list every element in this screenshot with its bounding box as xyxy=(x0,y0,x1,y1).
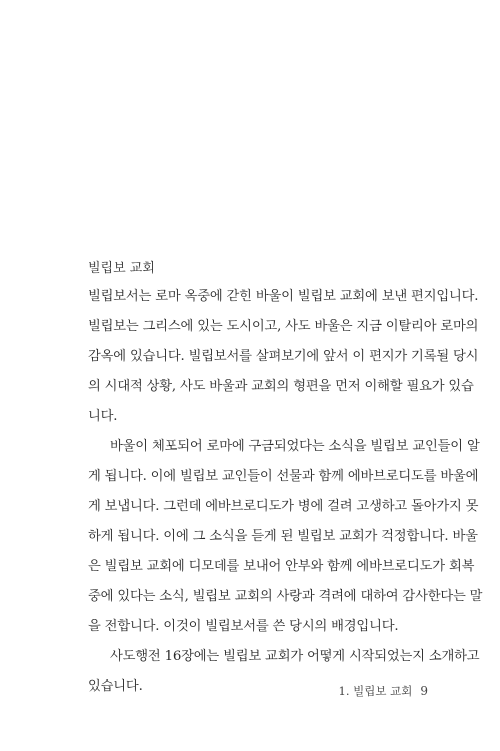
page-number: 9 xyxy=(420,684,428,698)
paragraph xyxy=(88,282,479,432)
text-line: 게 됩니다. 이에 빌립보 교인들이 선물과 함께 에바브로디도를 바울에 xyxy=(88,469,479,484)
text-line: 중에 있다는 소식, 빌립보 교회의 사랑과 격려에 대하여 감사한다는 말 xyxy=(88,589,483,604)
text-line: 은 빌립보 교회에 디모데를 보내어 안부와 함께 에바브로디도가 회복 xyxy=(88,559,475,574)
text-line: 바울이 체포되어 로마에 구금되었다는 소식을 빌립보 교인들이 알 xyxy=(110,439,480,454)
text-line: 게 보냅니다. 그런데 에바브로디도가 병에 걸려 고생하고 돌아가지 못 xyxy=(88,499,479,514)
text-line: 하게 됩니다. 이에 그 소식을 듣게 된 빌립보 교회가 걱정합니다. 바울 xyxy=(88,529,478,544)
paragraph xyxy=(88,432,483,642)
section-heading: 빌립보 교회 xyxy=(88,261,155,276)
text-line: 니다. xyxy=(88,409,118,424)
text-line: 사도행전 16장에는 빌립보 교회가 어떻게 시작되었는지 소개하고 xyxy=(110,649,480,664)
text-line: 빌립보서는 로마 옥중에 갇힌 바울이 빌립보 교회에 보낸 편지입니다. xyxy=(88,289,479,304)
text-line: 감옥에 있습니다. 빌립보서를 살펴보기에 앞서 이 편지가 기록될 당시 xyxy=(88,349,479,364)
page-footer xyxy=(339,683,428,699)
running-footer-chapter: 1. 빌립보 교회 xyxy=(338,684,413,698)
text-line: 있습니다. xyxy=(88,679,143,694)
text-line: 을 전합니다. 이것이 빌립보서를 쓴 당시의 배경입니다. xyxy=(88,619,399,634)
text-line: 의 시대적 상황, 사도 바울과 교회의 형편을 먼저 이해할 필요가 있습 xyxy=(88,379,474,394)
text-line: 빌립보는 그리스에 있는 도시이고, 사도 바울은 지금 이탈리아 로마의 xyxy=(88,319,479,334)
body-text xyxy=(88,282,483,702)
